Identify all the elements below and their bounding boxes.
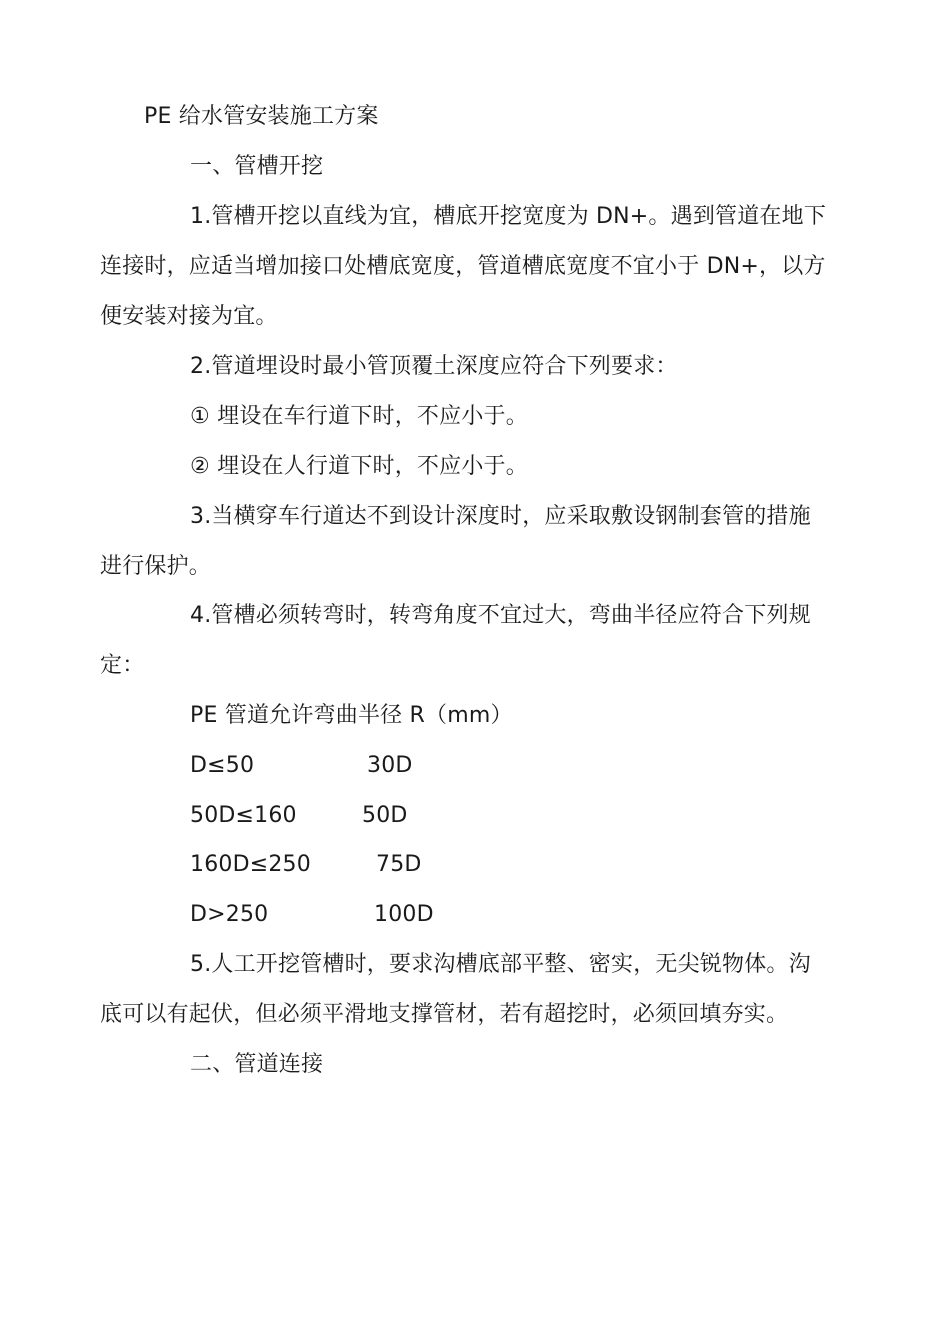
radius-table-header: PE 管道允许弯曲半径 R（mm）: [190, 703, 513, 728]
item-4-line-2: 定：: [100, 653, 145, 678]
item-1-line-1: 1.管槽开挖以直线为宜，槽底开挖宽度为 DN+。遇到管道在地下: [190, 204, 827, 229]
radius-row-range: D>250: [190, 902, 269, 927]
item-2-sub-1: ① 埋设在车行道下时，不应小于。: [190, 404, 528, 429]
section-heading-2: 二、管道连接: [190, 1052, 324, 1077]
item-2-line-1: 2.管道埋设时最小管顶覆土深度应符合下列要求：: [190, 354, 678, 379]
item-3-line-1: 3.当横穿车行道达不到设计深度时，应采取敷设钢制套管的措施: [190, 504, 811, 529]
radius-row-range: D≤50: [190, 753, 255, 778]
document-title: PE 给水管安装施工方案: [144, 104, 379, 129]
item-4-line-1: 4.管槽必须转弯时，转弯角度不宜过大，弯曲半径应符合下列规: [190, 603, 811, 628]
section-heading-1: 一、管槽开挖: [190, 154, 324, 179]
radius-row-range: 50D≤160: [190, 803, 297, 828]
radius-row-value: 50D: [362, 803, 408, 828]
radius-row-value: 30D: [367, 753, 413, 778]
item-1-line-2: 连接时，应适当增加接口处槽底宽度，管道槽底宽度不宜小于 DN+，以方: [100, 254, 826, 279]
item-2-sub-2: ② 埋设在人行道下时，不应小于。: [190, 454, 528, 479]
radius-row-value: 100D: [374, 902, 434, 927]
item-3-line-2: 进行保护。: [100, 554, 212, 579]
radius-row-value: 75D: [376, 852, 422, 877]
radius-row-range: 160D≤250: [190, 852, 311, 877]
item-5-line-2: 底可以有起伏，但必须平滑地支撑管材，若有超挖时，必须回填夯实。: [100, 1002, 789, 1027]
item-1-line-3: 便安装对接为宜。: [100, 304, 278, 329]
item-5-line-1: 5.人工开挖管槽时，要求沟槽底部平整、密实，无尖锐物体。沟: [190, 952, 811, 977]
